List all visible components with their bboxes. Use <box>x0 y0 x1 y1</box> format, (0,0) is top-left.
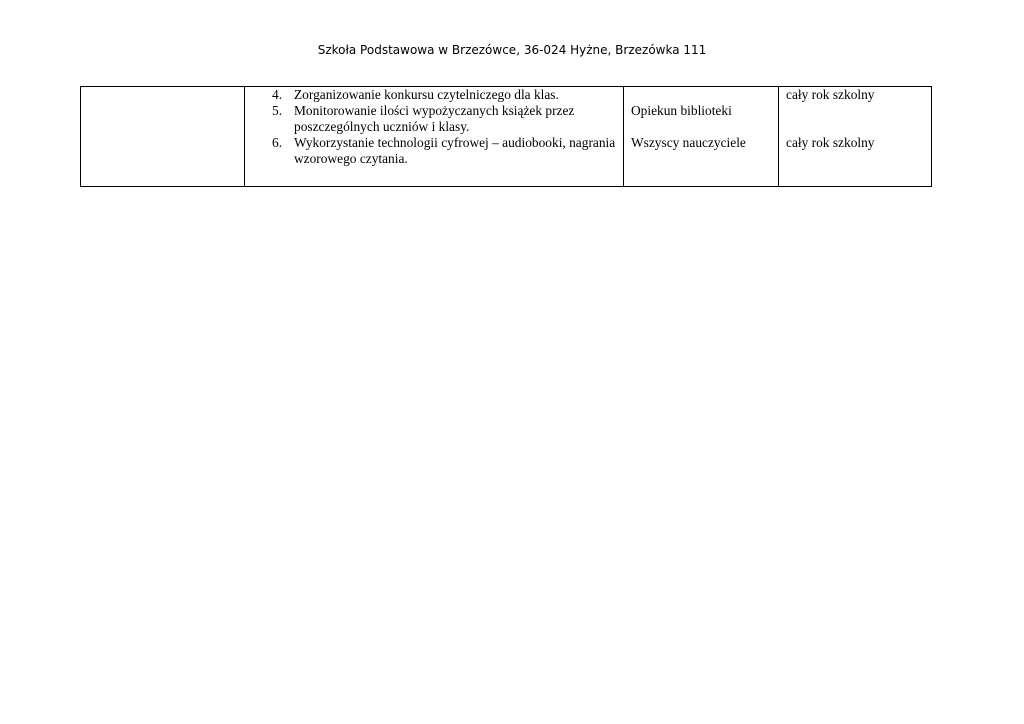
deadline-cell <box>779 87 932 187</box>
tasks-cell <box>245 87 624 187</box>
task-text: Monitorowanie ilości wypożyczanych książek przez poszczególnych uczniów i klasy. <box>294 103 575 134</box>
plan-table <box>80 86 932 187</box>
task-list <box>245 87 623 167</box>
responsible-line: Wszyscy nauczyciele <box>631 135 746 150</box>
task-number: 5. <box>272 103 283 118</box>
page-header: Szkoła Podstawowa w Brzezówce, 36-024 Hyżne, Brzezówka 111 <box>317 43 707 57</box>
list-item <box>272 135 623 167</box>
responsible-line: Opiekun biblioteki <box>631 103 732 118</box>
task-text: Zorganizowanie konkursu czytelniczego dla klas. <box>294 87 559 102</box>
task-text: Wykorzystanie technologii cyfrowej – audiobooki, nagrania wzorowego czytania. <box>294 135 616 166</box>
list-item <box>272 87 623 103</box>
task-number: 4. <box>272 87 283 102</box>
task-number: 6. <box>272 135 283 150</box>
deadline-line: cały rok szkolny <box>786 87 875 102</box>
deadline-line: cały rok szkolny <box>786 135 875 150</box>
list-item <box>272 103 623 135</box>
area-cell <box>81 87 245 187</box>
responsible-cell <box>624 87 779 187</box>
table-row <box>81 87 932 187</box>
